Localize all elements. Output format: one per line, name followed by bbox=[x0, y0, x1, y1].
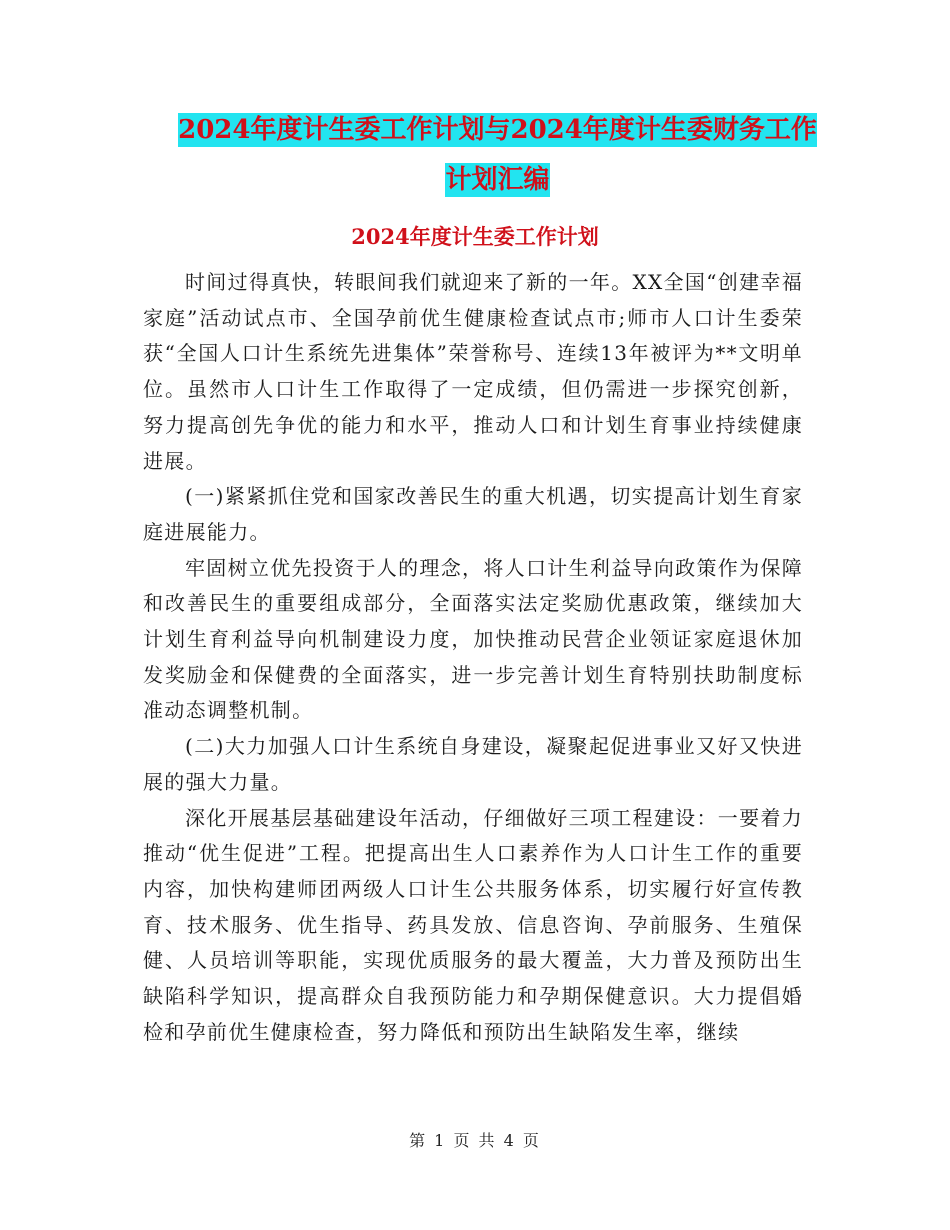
document-title bbox=[140, 105, 855, 205]
document-title-line-1: 2024年度计生委工作计划与2024年度计生委财务工作 bbox=[178, 115, 817, 145]
paragraph-heading-2: (二)大力加强人口计生系统自身建设，凝聚起促进事业又好又快进展的强大力量。 bbox=[143, 734, 803, 794]
paragraph-intro: 时间过得真快，转眼间我们就迎来了新的一年。XX全国“创建幸福家庭”活动试点市、全国孕前优生健康检查试点市;师市人口计生委荣获“全国人口计生系统先进集体”荣誉称号、连续13年被评为**文明单位。虽然市人口计生工作取得了一定成绩，但仍需进一步探究创新，努力提高创先争优的能力和水平，推动人口和计划生育事业持续健康进展。 bbox=[143, 270, 803, 473]
paragraph-projects: 深化开展基层基础建设年活动，仔细做好三项工程建设：一要着力推动“优生促进”工程。把提高出生人口素养作为人口计生工作的重要内容，加快构建师团两级人口计生公共服务体系，切实履行好宣传教育、技术服务、优生指导、药具发放、信息咨询、孕前服务、生殖保健、人员培训等职能，实现优质服务的最大覆盖，大力普及预防出生缺陷科学知识，提高群众自我预防能力和孕期保健意识。大力提倡婚检和孕前优生健康检查，努力降低和预防出生缺陷发生率，继续 bbox=[143, 805, 803, 1044]
document-body bbox=[143, 265, 803, 1050]
section-title: 2024年度计生委工作计划 bbox=[351, 224, 599, 249]
paragraph-policy: 牢固树立优先投资于人的理念，将人口计生利益导向政策作为保障和改善民生的重要组成部分，全面落实法定奖励优惠政策，继续加大计划生育利益导向机制建设力度，加快推动民营企业领证家庭退休加发奖励金和保健费的全面落实，进一步完善计划生育特别扶助制度标准动态调整机制。 bbox=[143, 555, 803, 723]
document-title-line-2: 计划汇编 bbox=[445, 165, 550, 195]
page-footer: 第 1 页 共 4 页 bbox=[409, 1131, 541, 1150]
paragraph-heading-1: (一)紧紧抓住党和国家改善民生的重大机遇，切实提高计划生育家庭进展能力。 bbox=[143, 484, 803, 544]
